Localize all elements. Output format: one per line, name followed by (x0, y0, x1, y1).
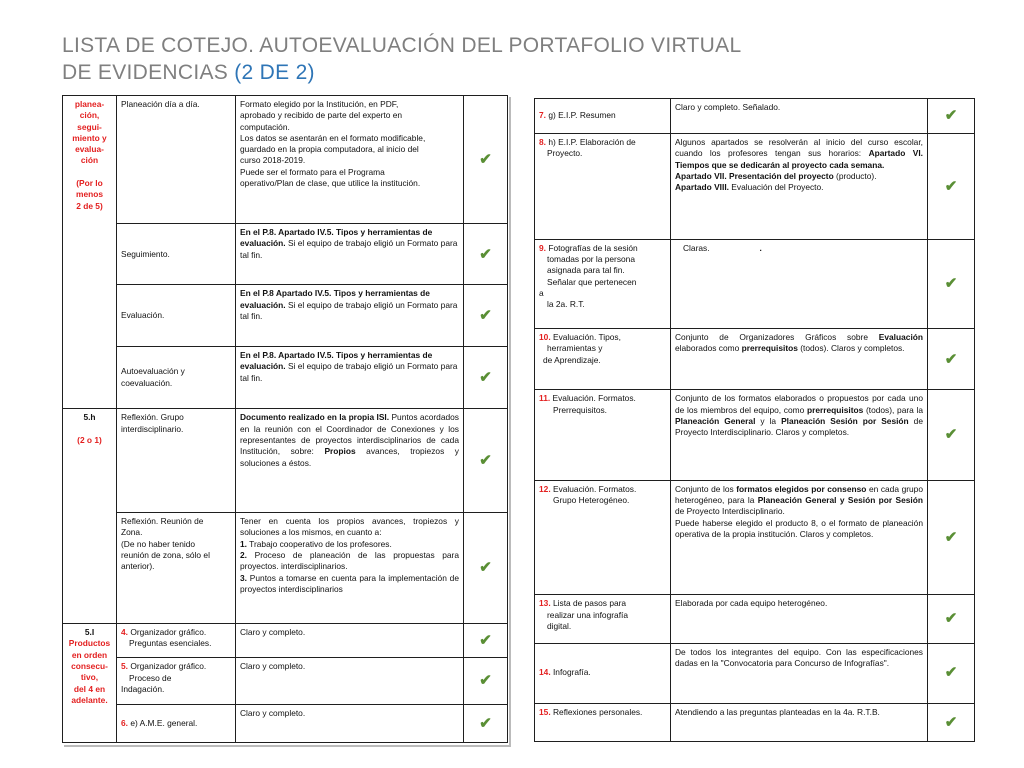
slide-title (62, 32, 822, 86)
table-row (63, 96, 508, 224)
table-row (63, 409, 508, 513)
checkmark-icon: ✔ (928, 239, 975, 328)
checkmark-icon: ✔ (928, 480, 975, 595)
category-cell-5h: 5.h (2 o 1) (63, 409, 117, 624)
item-cell: Reflexión. Grupo interdisciplinario. (117, 409, 236, 513)
checkmark-icon: ✔ (464, 346, 508, 408)
checkmark-icon: ✔ (928, 99, 975, 134)
item-cell: 14. Infografía. (535, 643, 671, 703)
checkmark-icon: ✔ (928, 643, 975, 703)
checkmark-icon: ✔ (928, 134, 975, 239)
item-cell: Evaluación. (117, 285, 236, 346)
title-page-count: (2 DE 2) (234, 61, 315, 84)
description-cell: Atendiendo a las preguntas planteadas en la 4a. R.T.B. (671, 703, 928, 741)
table-row (535, 643, 975, 703)
item-cell: Reflexión. Reunión de Zona. (De no haber tenido reunión de zona, sólo el anterior). (117, 513, 236, 624)
item-cell: Seguimiento. (117, 223, 236, 284)
description-cell: Conjunto de los formatos elegidos por consenso en cada grupo heterogéneo, para la Planeación General y Sesión por Sesión de Proyecto Interdisciplinario. Puede haberse elegido el producto 8, o el formato de planeación operativa de la propia institución. Claros y completos. (671, 480, 928, 595)
checkmark-icon: ✔ (464, 658, 508, 704)
description-cell: Claro y completo. (236, 658, 464, 704)
table-row (63, 285, 508, 346)
item-cell: 5. Organizador gráfico. Proceso de Indagación. (117, 658, 236, 704)
checkmark-icon: ✔ (464, 624, 508, 658)
table-row (535, 595, 975, 643)
checkmark-icon: ✔ (464, 513, 508, 624)
description-cell: Elaborada por cada equipo heterogéneo. (671, 595, 928, 643)
title-line-2-text: DE EVIDENCIAS (62, 61, 235, 84)
item-cell: 11. Evaluación. Formatos. Prerrequisitos. (535, 390, 671, 480)
checkmark-icon: ✔ (464, 285, 508, 346)
item-cell: 7. g) E.I.P. Resumen (535, 99, 671, 134)
checklist-table-right (534, 98, 975, 742)
description-cell: Claro y completo. (236, 624, 464, 658)
item-cell: 10. Evaluación. Tipos, herramientas y de Aprendizaje. (535, 329, 671, 390)
table-row (535, 703, 975, 741)
description-cell: Conjunto de los formatos elaborados o propuestos por cada uno de los miembros del equipo, como prerrequisitos (todos), para la Planeación General y la Planeación Sesión por Sesión de Proyecto Interdisciplinario. Claros y completos. (671, 390, 928, 480)
checkmark-icon: ✔ (928, 329, 975, 390)
table-row (535, 480, 975, 595)
table-row (535, 134, 975, 239)
description-cell: En el P.8. Apartado IV.5. Tipos y herramientas de evaluación. Si el equipo de trabajo eligió un Formato para tal fin. (236, 223, 464, 284)
checkmark-icon: ✔ (464, 409, 508, 513)
description-cell: Formato elegido por la Institución, en PDF, aprobado y recibido de parte del experto en computación. Los datos se asentarán en el formato modificable, guardado en la propia computadora, al inicio del curso 2018-2019. Puede ser el formato para el Programa operativo/Plan de clase, que utilice la institución. (236, 96, 464, 224)
item-cell: 12. Evaluación. Formatos. Grupo Heterogéneo. (535, 480, 671, 595)
checkmark-icon: ✔ (464, 223, 508, 284)
checkmark-icon: ✔ (928, 390, 975, 480)
item-cell: 13. Lista de pasos para realizar una infografía digital. (535, 595, 671, 643)
checkmark-icon: ✔ (464, 96, 508, 224)
table-row (63, 704, 508, 742)
table-row (535, 390, 975, 480)
table-row (535, 239, 975, 328)
checkmark-icon: ✔ (928, 595, 975, 643)
item-cell: Autoevaluación y coevaluación. (117, 346, 236, 408)
table-row (63, 513, 508, 624)
checkmark-icon: ✔ (928, 703, 975, 741)
category-cell-planeacion: planea- ción, segui- miento y evalua- ción (Por lo menos 2 de 5) (63, 96, 117, 409)
title-line-1: LISTA DE COTEJO. AUTOEVALUACIÓN DEL PORTAFOLIO VIRTUAL (62, 34, 742, 57)
checkmark-icon: ✔ (464, 704, 508, 742)
table-row (535, 329, 975, 390)
description-cell: Tener en cuenta los propios avances, tropiezos y soluciones a los mismos, en cuanto a: 1. Trabajo cooperativo de los profesores. 2. Proceso de planeación de las propuestas para proyectos. interdisciplinarios. 3. Puntos a tomarse en cuenta para la implementación de proyectos interdisciplinarios (236, 513, 464, 624)
item-cell: 9. Fotografías de la sesión tomadas por la persona asignada para tal fin. Señalar que pertenecen a la 2a. R.T. (535, 239, 671, 328)
item-cell: 15. Reflexiones personales. (535, 703, 671, 741)
description-cell: Conjunto de Organizadores Gráficos sobre Evaluación elaborados como prerrequisitos (todos). Claros y completos. (671, 329, 928, 390)
title-line-2 (62, 59, 822, 86)
table-row (63, 346, 508, 408)
item-cell: 4. Organizador gráfico. Preguntas esenciales. (117, 624, 236, 658)
item-cell: 6. e) A.M.E. general. (117, 704, 236, 742)
description-cell: De todos los integrantes del equipo. Con las especificaciones dadas en la "Convocatoria para Concurso de Infografías". (671, 643, 928, 703)
item-cell: Planeación día a día. (117, 96, 236, 224)
category-cell-5i: 5.I Productos en orden consecu- tivo, del 4 en adelante. (63, 624, 117, 743)
table-row (63, 624, 508, 658)
description-cell: Claras. . (671, 239, 928, 328)
table-row (535, 99, 975, 134)
description-cell: Claro y completo. Señalado. (671, 99, 928, 134)
description-cell: En el P.8. Apartado IV.5. Tipos y herramientas de evaluación. Si el equipo de trabajo eligió un Formato para tal fin. (236, 346, 464, 408)
description-cell: En el P.8 Apartado IV.5. Tipos y herramientas de evaluación. Si el equipo de trabajo eligió un Formato para tal fin. (236, 285, 464, 346)
checklist-table-left (62, 95, 508, 743)
table-row (63, 658, 508, 704)
table-row (63, 223, 508, 284)
description-cell: Claro y completo. (236, 704, 464, 742)
description-cell: Algunos apartados se resolverán al inicio del curso escolar, cuando los profesores tengan sus horarios: Apartado VI. Tiempos que se dedicarán al proyecto cada semana. Apartado VII. Presentación del proyecto (producto). Apartado VIII. Evaluación del Proyecto. (671, 134, 928, 239)
item-cell: 8. h) E.I.P. Elaboración de Proyecto. (535, 134, 671, 239)
description-cell: Documento realizado en la propia ISI. Puntos acordados en la reunión con el Coordinador de Conexiones y los representantes de proyectos interdisciplinarios de cada Institución, sobre: Propios avances, tropiezos y soluciones a éstos. (236, 409, 464, 513)
